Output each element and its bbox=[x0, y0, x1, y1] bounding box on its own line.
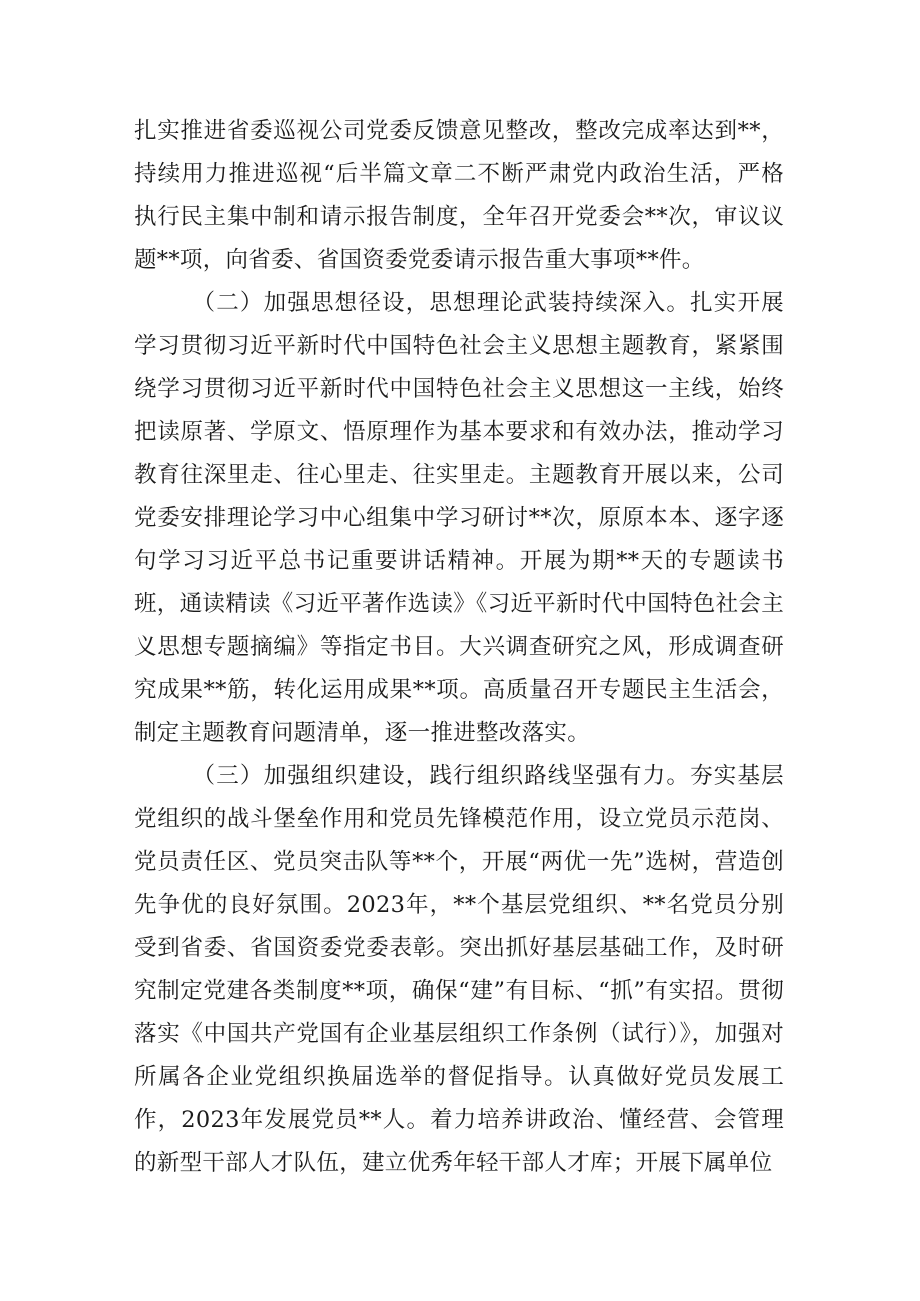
document-body bbox=[134, 110, 784, 1185]
paragraph-ideology: （二）加强思想径设，思想理论武装持续深入。扎实开展学习贯彻习近平新时代中国特色社会主义思想主题教育，紧紧围绕学习贯彻习近平新时代中国特色社会主义思想这一主线，始终把读原著、学原文、悟原理作为基本要求和有效办法，推动学习教育往深里走、往心里走、往实里走。主题教育开展以来，公司党委安排理论学习中心组集中学习研讨**次，原原本本、逐字逐句学习习近平总书记重要讲话精神。开展为期**天的专题读书班，通读精读《习近平著作选读》《习近平新时代中国特色社会主义思想专题摘编》等指定书目。大兴调查研究之风，形成调查研究成果**筋，转化运用成果**项。高质量召开专题民主生活会，制定主题教育问题清单，逐一推进整改落实。 bbox=[134, 290, 784, 746]
paragraph-continuation: 扎实推进省委巡视公司党委反馈意见整改，整改完成率达到**，持续用力推进巡视“后半篇文章二不断严肃党内政治生活，严格执行民主集中制和请示报告制度，全年召开党委会**次，审议议题**项，向省委、省国资委党委请示报告重大事项**件。 bbox=[134, 118, 784, 273]
paragraph-organization: （三）加强组织建设，践行组织路线坚强有力。夯实基层党组织的战斗堡垒作用和党员先锋模范作用，设立党员示范岗、党员责任区、党员突击队等**个，开展“两优一先”选树，营造创先争优的良好氛围。2023年，**个基层党组织、**名党员分别受到省委、省国资委党委表彰。突出抓好基层基础工作，及时研究制定党建各类制度**项，确保“建”有目标、“抓”有实招。贯彻落实《中国共产党国有企业基层组织工作条例（试行）》，加强对所属各企业党组织换届选举的督促指导。认真做好党员发展工作，2023年发展党员**人。着力培养讲政治、懂经营、会管理的新型干部人才队伍，建立优秀年轻干部人才库；开展下属单位 bbox=[134, 763, 784, 1176]
